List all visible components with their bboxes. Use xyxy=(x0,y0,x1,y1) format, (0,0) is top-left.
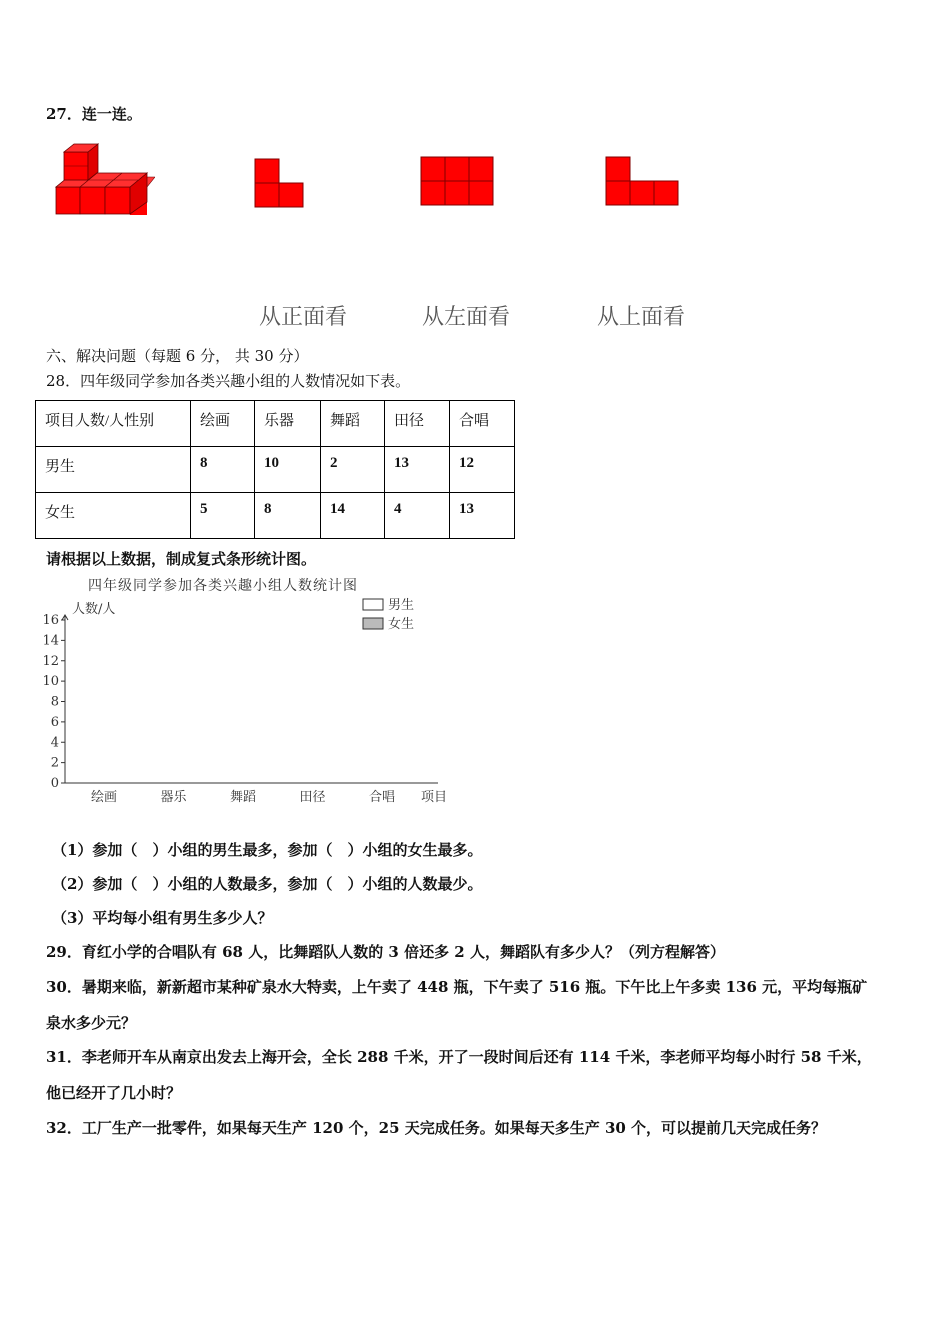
y-tick-label: 6 xyxy=(50,714,59,730)
q28-instruction: 请根据以上数据，制成复式条形统计图。 xyxy=(46,550,317,568)
table-cell: 14 xyxy=(321,493,385,539)
y-tick-label: 14 xyxy=(42,633,59,649)
table-header-cell: 项目人数/人性别 xyxy=(36,401,191,447)
table-header-cell: 田径 xyxy=(385,401,450,447)
q31-line2: 他已经开了几小时？ xyxy=(46,1084,182,1102)
y-tick-label: 8 xyxy=(50,694,59,710)
interest-group-table xyxy=(35,400,515,539)
q30-line1: 30．暑期来临，新新超市某种矿泉水大特卖，上午卖了 448 瓶，下午卖了 516 瓶。下午比上午多卖 136 元，平均每瓶矿 xyxy=(46,978,868,996)
q28-sub2: （2）参加（ ）小组的人数最多，参加（ ）小组的人数最少。 xyxy=(52,875,483,893)
cube-stack-figure xyxy=(50,140,155,220)
view-shape-rectangle xyxy=(420,156,496,208)
table-cell: 8 xyxy=(191,447,255,493)
chart-legend xyxy=(363,597,414,632)
table-cell: 4 xyxy=(385,493,450,539)
view-shape-l-small xyxy=(254,158,306,210)
view-shape-l-long xyxy=(605,156,681,208)
table-cell: 10 xyxy=(255,447,321,493)
q30-line2: 泉水多少元？ xyxy=(46,1014,137,1032)
legend-swatch xyxy=(363,618,383,629)
chart-categories xyxy=(91,789,447,805)
x-category-label: 器乐 xyxy=(160,790,187,805)
x-category-label: 舞蹈 xyxy=(229,790,257,805)
table-row xyxy=(36,447,515,493)
x-category-label: 田径 xyxy=(299,790,326,805)
q27-title: 27．连一连。 xyxy=(46,105,142,123)
q28-sub3: （3）平均每小组有男生多少人？ xyxy=(52,909,273,927)
table-cell: 8 xyxy=(255,493,321,539)
table-cell: 13 xyxy=(385,447,450,493)
legend-label: 男生 xyxy=(388,598,415,613)
y-tick-label: 4 xyxy=(50,735,59,751)
view-label-front: 从正面看 xyxy=(259,305,348,330)
table-header-cell: 绘画 xyxy=(191,401,255,447)
chart-y-label: 人数/人 xyxy=(72,602,116,617)
q32: 32．工厂生产一批零件，如果每天生产 120 个，25 天完成任务。如果每天多生产 30 个，可以提前几天完成任务？ xyxy=(46,1119,827,1137)
chart-ticks xyxy=(42,613,65,791)
section6-title: 六、解决问题（每题 6 分， 共 30 分） xyxy=(46,347,309,365)
table-row-label: 男生 xyxy=(36,447,191,493)
y-tick-label: 0 xyxy=(50,776,59,791)
x-category-label: 绘画 xyxy=(90,790,118,805)
table-header-cell: 舞蹈 xyxy=(321,401,385,447)
view-label-top: 从上面看 xyxy=(597,305,686,330)
table-row xyxy=(36,493,515,539)
table-cell: 12 xyxy=(450,447,515,493)
y-tick-label: 16 xyxy=(42,613,59,628)
x-category-label: 合唱 xyxy=(368,790,396,805)
y-tick-label: 10 xyxy=(42,674,59,690)
table-cell: 2 xyxy=(321,447,385,493)
table-header-row xyxy=(36,401,515,447)
x-axis-label: 项目 xyxy=(420,790,448,805)
table-header-cell: 乐器 xyxy=(255,401,321,447)
chart-axes xyxy=(62,615,438,783)
table-header-cell: 合唱 xyxy=(450,401,515,447)
chart-title: 四年级同学参加各类兴趣小组人数统计图 xyxy=(88,578,358,594)
table-row-label: 女生 xyxy=(36,493,191,539)
q28-sub1: （1）参加（ ）小组的男生最多，参加（ ）小组的女生最多。 xyxy=(52,841,483,859)
bar-chart xyxy=(30,570,460,810)
y-tick-label: 12 xyxy=(42,653,59,669)
q31-line1: 31．李老师开车从南京出发去上海开会，全长 288 千米，开了一段时间后还有 114 千米，李老师平均每小时行 58 千米， xyxy=(46,1048,872,1066)
legend-label: 女生 xyxy=(388,617,415,632)
view-label-left: 从左面看 xyxy=(422,305,511,330)
table-cell: 5 xyxy=(191,493,255,539)
table-cell: 13 xyxy=(450,493,515,539)
legend-swatch xyxy=(363,599,383,610)
q29: 29．育红小学的合唱队有 68 人，比舞蹈队人数的 3 倍还多 2 人，舞蹈队有多少人？（列方程解答） xyxy=(46,943,725,961)
q28-intro: 28．四年级同学参加各类兴趣小组的人数情况如下表。 xyxy=(46,372,411,390)
y-tick-label: 2 xyxy=(50,755,59,771)
